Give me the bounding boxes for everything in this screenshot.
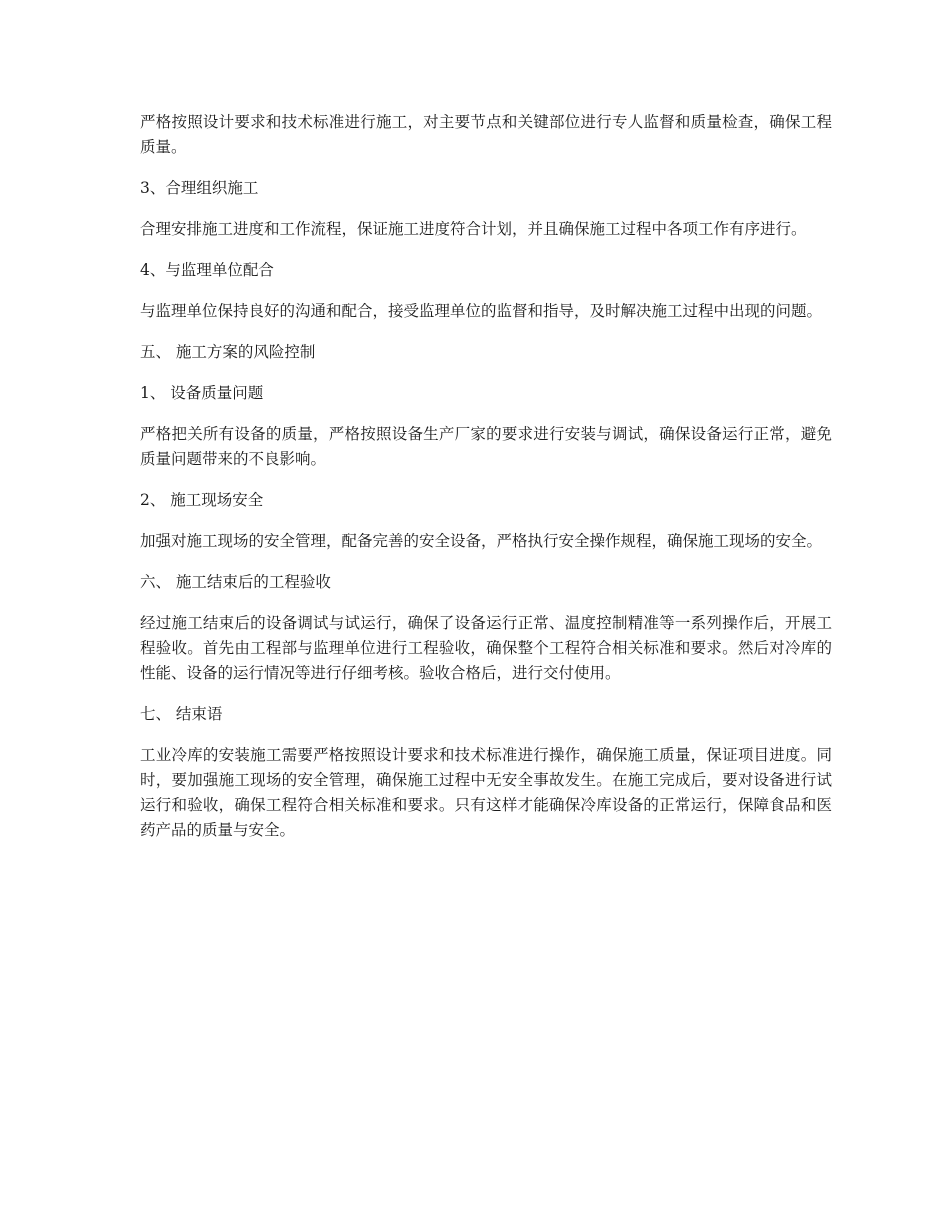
paragraph-conclusion: 工业冷库的安装施工需要严格按照设计要求和技术标准进行操作，确保施工质量，保证项目进度。同时，要加强施工现场的安全管理，确保施工过程中无安全事故发生。在施工完成后，要对设备进行试运行和验收，确保工程符合相关标准和要求。只有这样才能确保冷库设备的正常运行，保障食品和医药产品的质量与安全。 bbox=[140, 746, 832, 839]
heading-equipment-quality: 1、 设备质量问题 bbox=[140, 384, 264, 402]
paragraph-site-safety: 加强对施工现场的安全管理，配备完善的安全设备，严格执行安全操作规程，确保施工现场的安全。 bbox=[140, 532, 823, 550]
heading-organize-construction: 3、合理组织施工 bbox=[140, 179, 259, 197]
document-page bbox=[140, 110, 832, 859]
heading-supervision-cooperation: 4、与监理单位配合 bbox=[140, 261, 274, 279]
heading-conclusion: 七、 结束语 bbox=[140, 705, 223, 723]
paragraph-supervision-cooperation: 与监理单位保持良好的沟通和配合，接受监理单位的监督和指导，及时解决施工过程中出现的问题。 bbox=[140, 302, 823, 320]
paragraph-organize-construction: 合理安排施工进度和工作流程，保证施工进度符合计划，并且确保施工过程中各项工作有序进行。 bbox=[140, 220, 807, 238]
heading-acceptance: 六、 施工结束后的工程验收 bbox=[140, 573, 331, 591]
paragraph-equipment-quality: 严格把关所有设备的质量，严格按照设备生产厂家的要求进行安装与调试，确保设备运行正常，避免质量问题带来的不良影响。 bbox=[140, 425, 832, 468]
heading-risk-control: 五、 施工方案的风险控制 bbox=[140, 343, 316, 361]
paragraph-quality-control: 严格按照设计要求和技术标准进行施工，对主要节点和关键部位进行专人监督和质量检查，确保工程质量。 bbox=[140, 113, 832, 156]
heading-site-safety: 2、 施工现场安全 bbox=[140, 491, 264, 509]
paragraph-acceptance: 经过施工结束后的设备调试与试运行，确保了设备运行正常、温度控制精准等一系列操作后，开展工程验收。首先由工程部与监理单位进行工程验收，确保整个工程符合相关标准和要求。然后对冷库的性能、设备的运行情况等进行仔细考核。验收合格后，进行交付使用。 bbox=[140, 614, 832, 682]
